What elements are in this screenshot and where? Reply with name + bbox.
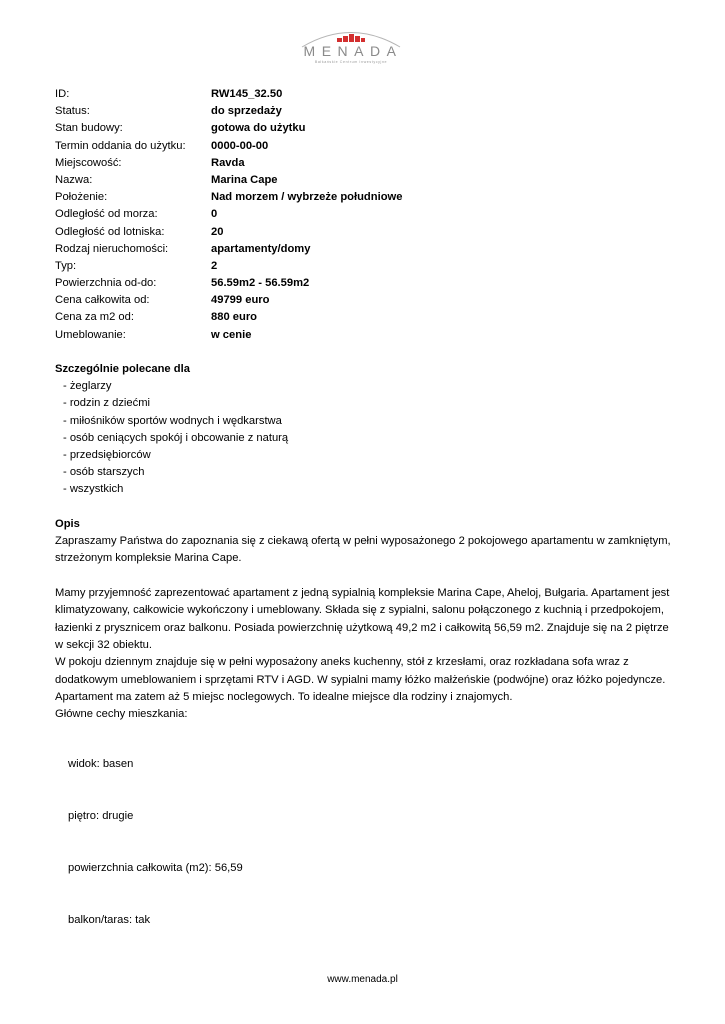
property-value: RW145_32.50	[211, 88, 283, 100]
property-label: Typ:	[55, 259, 77, 272]
list-item: - żeglarzy	[63, 380, 112, 393]
property-row	[55, 258, 402, 275]
property-value: apartamenty/domy	[211, 242, 311, 255]
list-item: - osób ceniących spokój i obcowanie z naturą	[63, 431, 289, 444]
property-value: 0000-00-00	[211, 139, 269, 152]
feature-item: powierzchnia całkowita (m2): 56,59	[68, 862, 243, 874]
property-value: 20	[211, 225, 224, 238]
list-item: - przedsiębiorców	[63, 448, 151, 461]
footer-website-link[interactable]: www.menada.pl	[327, 974, 398, 985]
menada-logo	[292, 26, 410, 70]
property-value: gotowa do użytku	[211, 122, 306, 135]
property-value: 880 euro	[211, 311, 258, 324]
list-item: - miłośników sportów wodnych i wędkarstwa	[63, 414, 282, 427]
property-label: Rodzaj nieruchomości:	[55, 242, 169, 255]
property-value: 49799 euro	[211, 294, 270, 307]
property-row	[55, 138, 402, 155]
property-label: Termin oddania do użytku:	[55, 139, 186, 152]
property-value: Nad morzem / wybrzeże południowe	[211, 191, 403, 204]
property-label: Odległość od lotniska:	[55, 225, 165, 238]
property-row	[55, 327, 402, 344]
recommended-section	[55, 361, 288, 499]
property-value: Ravda	[211, 156, 245, 169]
list-item: - rodzin z dziećmi	[63, 397, 151, 410]
property-label: Nazwa:	[55, 173, 93, 186]
property-row	[55, 103, 402, 120]
feature-item: widok: basen	[68, 758, 134, 770]
list-item: - osób starszych	[63, 466, 145, 479]
property-row	[55, 189, 402, 206]
logo-tagline: Bałkańskie Centrum Inwestycyjne	[314, 60, 388, 64]
property-row	[55, 241, 402, 258]
property-label: Powierzchnia od-do:	[55, 277, 157, 290]
property-row	[55, 206, 402, 223]
feature-item: piętro: drugie	[68, 810, 134, 822]
property-row	[55, 172, 402, 189]
description-paragraph: W pokoju dziennym znajduje się w pełni wyposażony aneks kuchenny, stół z krzesłami, oraz rozkładana sofa wraz z dodatkowym umeblowaniem i sprzętami RTV i AGD. W sypialni mamy łóżko małżeńskie (podwójne) oraz łóżko pojedyncze. Apartament ma zatem aż 5 miejsc noclegowych. To idealne miejsce dla rodziny i znajomych.	[55, 656, 666, 703]
property-value: 0	[211, 208, 218, 221]
property-label: Odległość od morza:	[55, 208, 158, 221]
logo-brand-text: MENADA	[303, 43, 403, 59]
description-paragraph: Mamy przyjemność zaprezentować apartament z jedną sypialnią kompleksie Marina Cape, Aheloj, Bułgaria. Apartament jest klimatyzowany, całkowicie wykończony i umeblowany. Składa się z sypialni, salonu połączonego z kuchnią i przedpokojem, łazienki z prysznicem oraz balkonu. Posiada powierzchnię użytkową 49,2 m2 i całkowitą 56,59 m2. Znajduje się na 2 piętrze w sekcji 32 obiektu.	[55, 587, 670, 651]
description-title: Opis	[55, 518, 80, 530]
property-row	[55, 275, 402, 292]
property-row	[55, 224, 402, 241]
property-label: Miejscowość:	[55, 156, 122, 169]
list-item: - wszystkich	[63, 483, 124, 496]
recommended-title: Szczególnie polecane dla	[55, 363, 190, 375]
description-paragraph: Główne cechy mieszkania:	[55, 708, 188, 721]
property-label: Status:	[55, 105, 90, 118]
property-value: Marina Cape	[211, 173, 278, 186]
paragraph-spacer	[55, 568, 673, 585]
property-value: 2	[211, 259, 218, 272]
property-label: Stan budowy:	[55, 122, 123, 135]
property-value: w cenie	[211, 328, 252, 341]
property-row	[55, 120, 402, 137]
property-details	[55, 86, 402, 344]
property-label: Położenie:	[55, 191, 108, 204]
property-label: Cena za m2 od:	[55, 311, 134, 324]
description-intro: Zapraszamy Państwa do zapoznania się z ciekawą ofertą w pełni wyposażonego 2 pokojowego apartamentu w zamkniętym, strzeżonym kompleksie Marina Cape.	[55, 535, 671, 565]
property-label: ID:	[55, 88, 70, 100]
property-row	[55, 155, 402, 172]
property-value: do sprzedaży	[211, 105, 282, 118]
property-label: Cena całkowita od:	[55, 294, 150, 307]
property-row	[55, 309, 402, 326]
property-row	[55, 86, 402, 103]
property-label: Umeblowanie:	[55, 328, 126, 341]
property-row	[55, 292, 402, 309]
feature-item: balkon/taras: tak	[68, 914, 151, 926]
property-value: 56.59m2 - 56.59m2	[211, 277, 310, 290]
description-section	[55, 516, 673, 723]
